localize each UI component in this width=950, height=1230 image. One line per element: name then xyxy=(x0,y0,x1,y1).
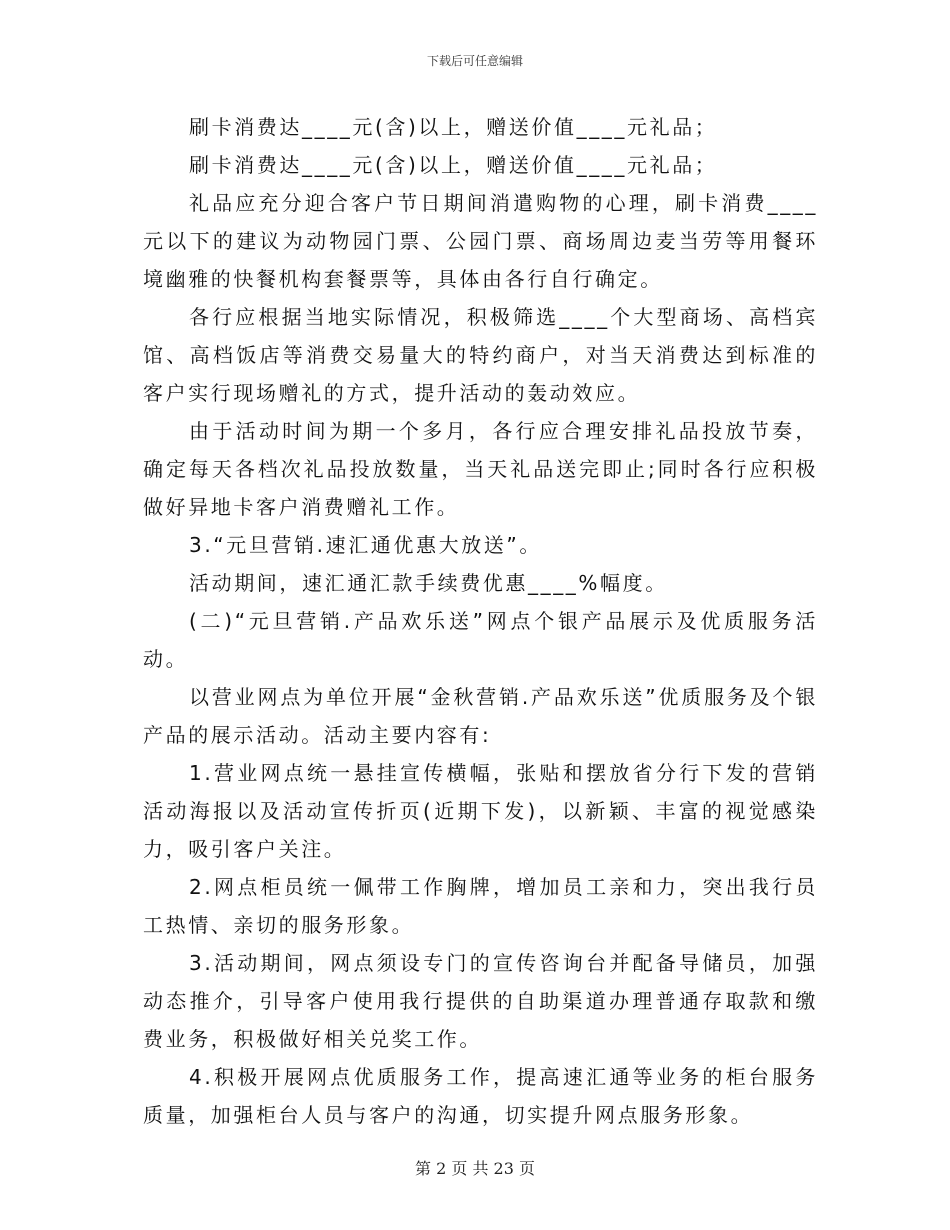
body-paragraph: 刷卡消费达____元(含)以上，赠送价值____元礼品； xyxy=(189,115,718,139)
body-paragraph: 刷卡消费达____元(含)以上，赠送价值____元礼品； xyxy=(189,153,718,177)
body-paragraph: 3.“元旦营销.速汇通优惠大放送”。 xyxy=(189,533,542,557)
body-paragraph: 以营业网点为单位开展“金秋营销.产品欢乐送”优质服务及个银产品的展示活动。活动主要内容有: xyxy=(143,685,818,747)
body-paragraph: (二)“元旦营销.产品欢乐送”网点个银产品展示及优质服务活动。 xyxy=(143,609,818,671)
body-paragraph: 活动期间，速汇通汇款手续费优惠____%幅度。 xyxy=(189,571,668,595)
body-paragraph: 1.营业网点统一悬挂宣传横幅，张贴和摆放省分行下发的营销活动海报以及活动宣传折页(近期下发)，以新颖、丰富的视觉感染力，吸引客户关注。 xyxy=(143,761,818,861)
body-paragraph: 由于活动时间为期一个多月，各行应合理安排礼品投放节奏，确定每天各档次礼品投放数量，当天礼品送完即止;同时各行应积极做好异地卡客户消费赠礼工作。 xyxy=(143,419,818,519)
page-header-note: 下载后可任意编辑 xyxy=(426,54,523,68)
page-number: 第 2 页 共 23 页 xyxy=(415,1159,535,1178)
body-paragraph: 4.积极开展网点优质服务工作，提高速汇通等业务的柜台服务质量，加强柜台人员与客户的沟通，切实提升网点服务形象。 xyxy=(143,1065,818,1127)
document-body xyxy=(143,108,818,1134)
body-paragraph: 3.活动期间，网点须设专门的宣传咨询台并配备导储员，加强动态推介，引导客户使用我行提供的自助渠道办理普通存取款和缴费业务，积极做好相关兑奖工作。 xyxy=(143,951,818,1051)
body-paragraph: 各行应根据当地实际情况，积极筛选____个大型商场、高档宾馆、高档饭店等消费交易量大的特约商户，对当天消费达到标准的客户实行现场赠礼的方式，提升活动的轰动效应。 xyxy=(143,305,818,405)
body-paragraph: 2.网点柜员统一佩带工作胸牌，增加员工亲和力，突出我行员工热情、亲切的服务形象。 xyxy=(143,875,818,937)
body-paragraph: 礼品应充分迎合客户节日期间消遣购物的心理，刷卡消费____元以下的建议为动物园门票、公园门票、商场周边麦当劳等用餐环境幽雅的快餐机构套餐票等，具体由各行自行确定。 xyxy=(143,191,818,291)
